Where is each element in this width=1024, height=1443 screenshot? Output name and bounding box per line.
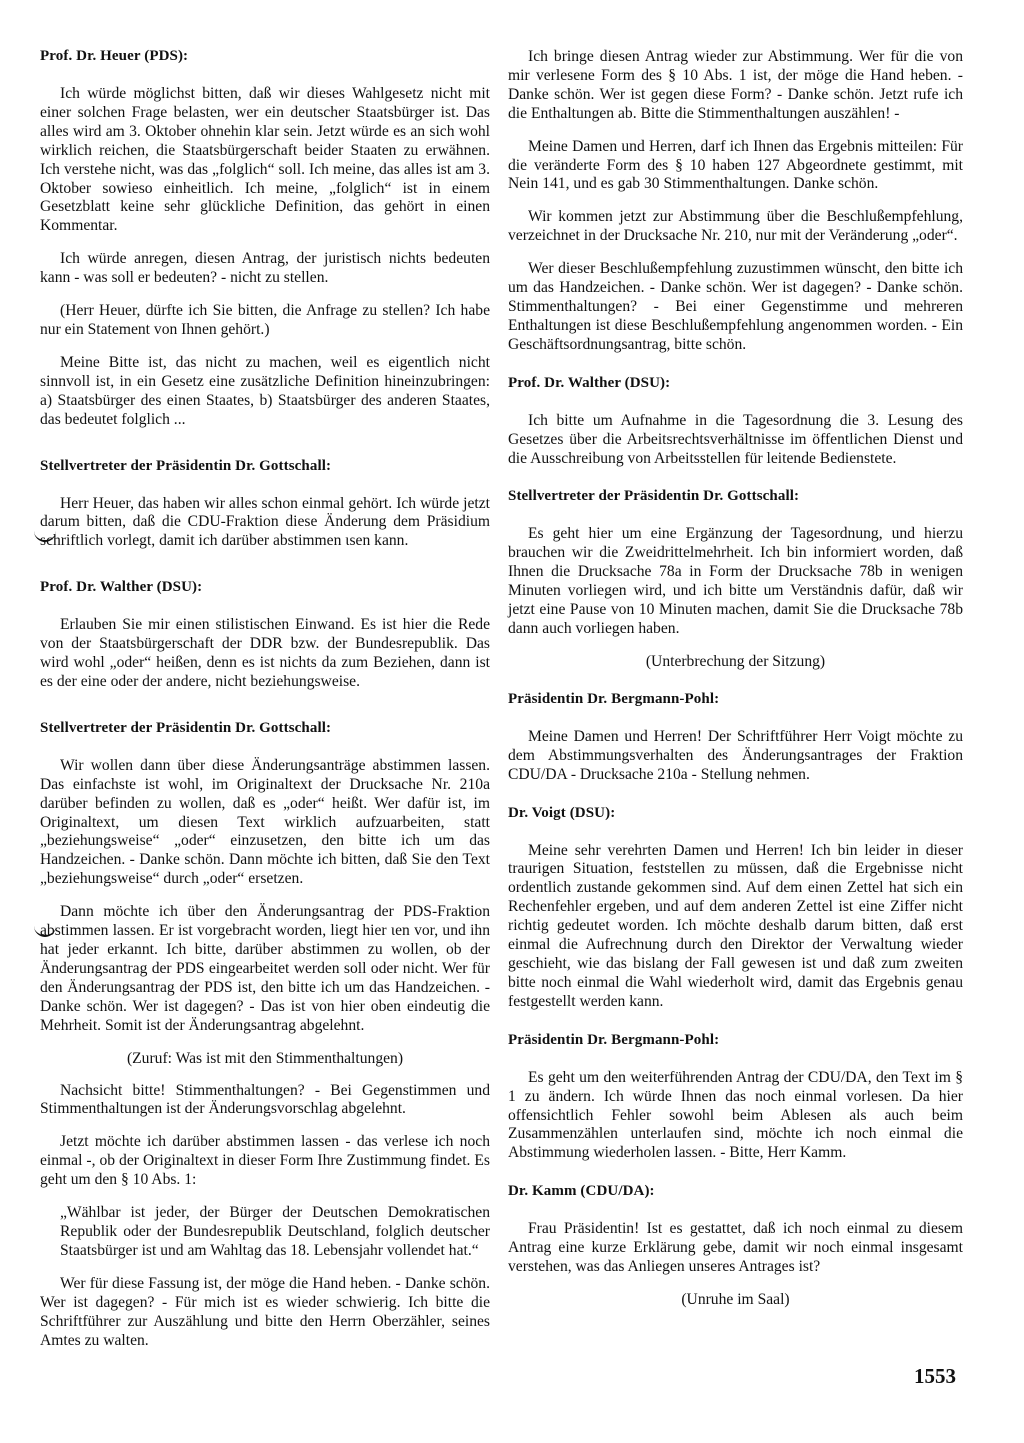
paragraph: Dann möchte ich über den Änderungsantrag der PDS-Fraktion abstimmen lassen. Er ist vorgebracht worden, liegt hier ɩen vor, und ihn hat jeder erkannt. Ich bitte, darüber abstimmen zu wollen, ob der Änderungsantrag der PDS eingearbeitet werden soll oder nicht. Wer für den Änderungsantrag der PDS ist, den bitte ich um das Handzeichen. - Danke schön. Wer ist dagegen? - Das ist von hier oben eindeutig die Mehrheit. Somit ist der Änderungsantrag abgelehnt. <box>40 903 490 1034</box>
paragraph: Wer für diese Fassung ist, der möge die Hand heben. - Danke schön. Wer ist dagegen? - Für mich ist es wieder schwierig. Ich bitte die Schriftführer zur Auszählung und bitte den Herrn Oberzähler, seines Amtes zu walten. <box>40 1274 490 1349</box>
paragraph: Ich bitte um Aufnahme in die Tagesordnung die 3. Lesung des Gesetzes über die Arbeitsrechtsverhältnisse im öffentlichen Dienst und die Ausschreibung von Arbeitsstellen für leitende Bedienstete. <box>508 411 963 467</box>
paragraph: Herr Heuer, das haben wir alles schon einmal gehört. Ich würde jetzt darum bitten, daß die CDU-Fraktion diese Änderung dem Präsidium schriftlich vorlegt, damit ich darüber abstimmen ɩsen kann. <box>40 494 490 550</box>
paragraph: Nachsicht bitte! Stimmenthaltungen? - Bei Gegenstimmen und Stimmenthaltungen ist der Änderungsvorschlag abgelehnt. <box>40 1081 490 1118</box>
quoted-text: „Wählbar ist jeder, der Bürger der Deutschen Demokratischen Republik oder der Bundesrepublik Deutschland, folglich deutscher Staatsbürger ist und am Wahltag das 18. Lebensjahr vollendet hat.“ <box>60 1204 490 1259</box>
paragraph: Frau Präsidentin! Ist es gestattet, daß ich noch einmal zu diesem Antrag eine kurze Erklärung gebe, damit wir noch einmal insgesamt verstehen, was das Anliegen unseres Antrages ist? <box>508 1220 963 1276</box>
speaker-heading: Prof. Dr. Walther (DSU): <box>508 374 671 391</box>
page-number: 1553 <box>914 1364 956 1388</box>
paragraph: Meine Damen und Herren, darf ich Ihnen das Ergebnis mitteilen: Für die veränderte Form des § 10 haben 127 Abgeordnete gestimmt, mit Nein 141, und es gab 30 Stimmenthaltungen. Danke schön. <box>508 137 963 193</box>
speaker-heading: Präsidentin Dr. Bergmann-Pohl: <box>508 1031 720 1048</box>
paragraph: Wir wollen dann über diese Änderungsanträge abstimmen lassen. Das einfachste ist wohl, im Originaltext der Drucksache Nr. 210a darüber befinden zu wollen, daß es „oder“ heißt. Wer dafür ist, im Originaltext, um diesen Text wirklich aufzuarbeiten, statt „beziehungsweise“ „oder“ einzusetzen, den bitte ich um das Handzeichen. - Danke schön. Dann möchte ich bitten, daß Sie den Text „beziehungsweise“ durch „oder“ ersetzen. <box>40 756 490 888</box>
paragraph: Wir kommen jetzt zur Abstimmung über die Beschlußempfehlung, verzeichnet in der Drucksache Nr. 210, nur mit der Veränderung „oder“. <box>508 208 963 245</box>
paragraph: Wer dieser Beschlußempfehlung zuzustimmen wünscht, den bitte ich um das Handzeichen. - Danke schön. Wer ist dagegen? - Danke schön. Stimmenthaltungen? - Bei einer Gegenstimme und mehreren Enthaltungen ist diese Beschlußempfehlung angenommen worden. - Ein Geschäftsordnungsantrag, bitte schön. <box>508 260 963 353</box>
paragraph: Meine sehr verehrten Damen und Herren! Ich bin leider in dieser traurigen Situation, feststellen zu müssen, daß die Ergebnisse nicht ordentlich zustande gekommen sind. Auf dem einen Zettel hat sich ein Rechenfehler ergeben, und auf dem anderen Zettel ist eine Ziffer nicht richtig gedeutet worden. Ich möchte deshalb darum bitten, daß erst einmal die Aufrechnung durch den Direktor der Verwaltung wieder geschieht, wie das bislang der Fall gewesen ist und daß zum zweiten bitte noch einmal die Wahl wiederholt wird, damit das Ergebnis genau festgestellt werden kann. <box>508 841 963 1010</box>
paragraph: Ich bringe diesen Antrag wieder zur Abstimmung. Wer für die von mir verlesene Form des § 10 Abs. 1 ist, der möge die Hand heben. - Danke schön. Wer ist gegen diese Form? - Danke schön. Jetzt rufe ich die Enthaltungen ab. Bitte die Stimmenthaltungen auszählen! - <box>508 48 963 122</box>
spacer <box>40 565 490 579</box>
speaker-heading: Dr. Voigt (DSU): <box>508 804 616 821</box>
paragraph: Meine Damen und Herren! Der Schriftführer Herr Voigt möchte zu dem Abstimmungsverhalten des Änderungsantrages der Fraktion CDU/DA - Drucksache 210a - Stellung nehmen. <box>508 727 963 783</box>
paragraph: Meine Bitte ist, das nicht zu machen, weil es eigentlich nicht sinnvoll ist, in ein Gesetz eine zusätzliche Definition hineinzubringen: a) Staatsbürger des einen Staates, b) Staatsbürger des anderen Staates, das bedeutet folglich ... <box>40 353 490 428</box>
paragraph: Jetzt möchte ich darüber abstimmen lassen - das verlese ich noch einmal -, ob der Originaltext in dieser Form Ihre Zustimmung findet. Es geht um den § 10 Abs. 1: <box>40 1133 490 1189</box>
stage-direction: (Zuruf: Was ist mit den Stimmenthaltungen) <box>126 1049 404 1067</box>
speaker-heading: Präsidentin Dr. Bergmann-Pohl: <box>508 690 720 707</box>
paragraph: Es geht um den weiterführenden Antrag der CDU/DA, den Text im § 1 zu ändern. Ich würde Ihnen das noch einmal vorlesen. Da hier offensichtlich Fehler sowohl beim Ablesen als auch beim Zusammenzählen unterlaufen sind, möchte ich noch einmal die Abstimmung wiederholen lassen. - Bitte, Herr Kamm. <box>508 1068 963 1162</box>
stage-direction: (Unterbrechung der Sitzung) <box>645 652 826 670</box>
paragraph: Es geht hier um eine Ergänzung der Tagesordnung, und hierzu brauchen wir die Zweidrittelmehrheit. Ich bin informiert worden, daß Ihnen die Drucksache 78a in Form der Drucksache 78b in wenigen Minuten vorliegen wird, und ich bitte um Verständnis dafür, daß wir jetzt eine Pause von 10 Minuten machen, damit Sie die Drucksache 78b dann auch vorliegen haben. <box>508 525 963 637</box>
paragraph: Ich würde anregen, diesen Antrag, der juristisch nichts bedeuten kann - was soll er bedeuten? - nicht zu stellen. <box>40 250 490 287</box>
paragraph: (Herr Heuer, dürfte ich Sie bitten, die Anfrage zu stellen? Ich habe nur ein Statement von Ihnen gehört.) <box>40 302 490 338</box>
paragraph: Erlauben Sie mir einen stilistischen Einwand. Es ist hier die Rede von der Staatsbürgerschaft der DDR bzw. der Bundesrepublik. Das wird wohl „oder“ heißen, denn es ist nichts da zum Beziehen, dann ist es der eine oder der andere, nicht beziehungsweise. <box>40 616 490 690</box>
speaker-heading: Stellvertreter der Präsidentin Dr. Gottschall: <box>508 488 800 505</box>
spacer <box>40 444 490 458</box>
left-column <box>40 48 490 1364</box>
right-column <box>508 48 963 1323</box>
stage-direction: (Unruhe im Saal) <box>681 1290 790 1308</box>
speaker-heading: Prof. Dr. Walther (DSU): <box>40 579 203 596</box>
speaker-heading: Dr. Kamm (CDU/DA): <box>508 1183 655 1200</box>
speaker-heading: Stellvertreter der Präsidentin Dr. Gottschall: <box>40 457 332 474</box>
speaker-heading: Stellvertreter der Präsidentin Dr. Gottschall: <box>40 719 332 736</box>
spacer <box>40 706 490 720</box>
speaker-heading: Prof. Dr. Heuer (PDS): <box>40 48 189 64</box>
paragraph: Ich würde möglichst bitten, daß wir dieses Wahlgesetz nicht mit einer solchen Frage belasten, wer ein deutscher Staatsbürger ist. Das alles wird am 3. Oktober ohnehin klar sein. Jetzt würde es an sich wohl wirklich reichen, die Staatsbürgerschaft beider Staaten zu erwähnen. Ich verstehe nicht, was das „folglich“ soll. Ich meine, das alles ist am 3. Oktober sowieso einheitlich. Ich meine, „folglich“ ist in einem Gesetzblatt keine sehr glückliche Definition, das gehört in einen Kommentar. <box>40 85 490 235</box>
